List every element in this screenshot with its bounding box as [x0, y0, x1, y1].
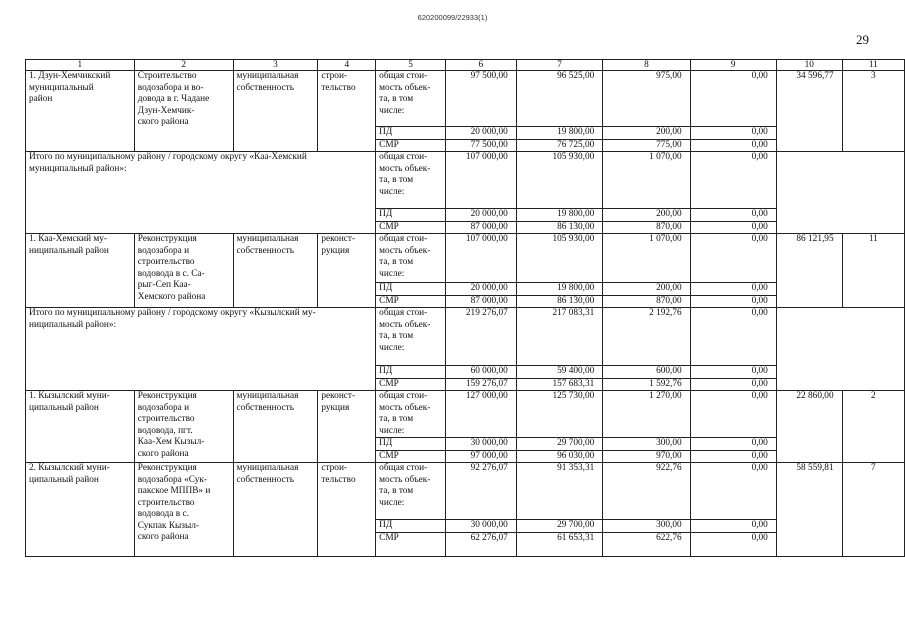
- value-cell: 29 700,00: [516, 520, 603, 533]
- value-cell: 2 192,76: [603, 308, 690, 366]
- value-cell: 96 525,00: [516, 71, 603, 127]
- pd-label-cell: ПД: [376, 127, 446, 140]
- smr-label-cell: СМР: [376, 532, 446, 556]
- header-cell: 8: [603, 60, 690, 71]
- value-cell: 20 000,00: [446, 127, 517, 140]
- value-cell: 0,00: [690, 234, 776, 283]
- value-cell: 19 800,00: [516, 283, 603, 296]
- value-cell: 19 800,00: [516, 209, 603, 222]
- header-cell: 1: [26, 60, 135, 71]
- value-cell: 0,00: [690, 283, 776, 296]
- pd-label-cell: ПД: [376, 283, 446, 296]
- value-cell: 86 121,95: [776, 234, 842, 308]
- value-cell: 975,00: [603, 71, 690, 127]
- value-cell: 30 000,00: [446, 438, 517, 451]
- value-cell: 97 000,00: [446, 450, 517, 463]
- cost-label-cell: общая стои- мость объек- та, в том числе:: [376, 391, 446, 438]
- value-cell: 61 653,31: [516, 532, 603, 556]
- value-cell: 1 070,00: [603, 234, 690, 283]
- value-cell: 105 930,00: [516, 234, 603, 283]
- object-cell: Реконструкция водозабора и строительство водовода, пгт. Каа-Хем Кызыл- ского района: [134, 391, 233, 463]
- pd-label-cell: ПД: [376, 366, 446, 379]
- smr-label-cell: СМР: [376, 450, 446, 463]
- value-cell: 92 276,07: [446, 463, 517, 520]
- value-cell: 0,00: [690, 378, 776, 391]
- value-cell: 0,00: [690, 463, 776, 520]
- value-cell: 0,00: [690, 520, 776, 533]
- value-cell: 0,00: [690, 71, 776, 127]
- subtotal-label-cell: Итого по муниципальному району / городскому округу «Каа-Хемский муниципальный район»:: [26, 152, 376, 234]
- value-cell: 157 683,31: [516, 378, 603, 391]
- header-cell: 7: [516, 60, 603, 71]
- value-cell: 20 000,00: [446, 209, 517, 222]
- subtotal-label-cell: Итого по муниципальному району / городскому округу «Кызылский му- ниципальный район»:: [26, 308, 376, 391]
- value-cell: 200,00: [603, 127, 690, 140]
- header-cell: 4: [318, 60, 376, 71]
- value-cell: 96 030,00: [516, 450, 603, 463]
- value-cell: 217 083,31: [516, 308, 603, 366]
- value-cell: 62 276,07: [446, 532, 517, 556]
- work-type-cell: строи- тельство: [318, 463, 376, 557]
- district-cell: 1. Каа-Хемский му- ниципальный район: [26, 234, 135, 308]
- value-cell: 300,00: [603, 520, 690, 533]
- object-cell: Строительство водозабора и во- довода в г. Чадане Дзун-Хемчик- ского района: [134, 71, 233, 152]
- value-cell: 870,00: [603, 295, 690, 308]
- table-row: [26, 391, 905, 438]
- cost-label-cell: общая стои- мость объек- та, в том числе:: [376, 234, 446, 283]
- value-cell: 59 400,00: [516, 366, 603, 379]
- value-cell: 105 930,00: [516, 152, 603, 209]
- value-cell: 19 800,00: [516, 127, 603, 140]
- value-cell: 0,00: [690, 127, 776, 140]
- district-cell: 2. Кызылский муни- ципальный район: [26, 463, 135, 557]
- empty-cell: [776, 308, 904, 391]
- district-cell: 1. Дзун-Хемчикский муниципальный район: [26, 71, 135, 152]
- value-cell: 125 730,00: [516, 391, 603, 438]
- value-cell: 622,76: [603, 532, 690, 556]
- header-cell: 2: [134, 60, 233, 71]
- value-cell: 87 000,00: [446, 221, 517, 234]
- value-cell: 22 860,00: [776, 391, 842, 463]
- value-cell: 0,00: [690, 295, 776, 308]
- value-cell: 11: [842, 234, 904, 308]
- value-cell: 30 000,00: [446, 520, 517, 533]
- header-cell: 3: [233, 60, 318, 71]
- page-number: 29: [856, 32, 869, 47]
- value-cell: 219 276,07: [446, 308, 517, 366]
- table-row: [26, 152, 905, 209]
- value-cell: 60 000,00: [446, 366, 517, 379]
- smr-label-cell: СМР: [376, 378, 446, 391]
- header-cell: 5: [376, 60, 446, 71]
- value-cell: 76 725,00: [516, 139, 603, 152]
- pd-label-cell: ПД: [376, 520, 446, 533]
- work-type-cell: реконст- рукция: [318, 234, 376, 308]
- value-cell: 870,00: [603, 221, 690, 234]
- pd-label-cell: ПД: [376, 209, 446, 222]
- document-id: 620200099/22933(1): [417, 13, 488, 22]
- work-type-cell: реконст- рукция: [318, 391, 376, 463]
- object-cell: Реконструкция водозабора «Сук- пакское МППВ» и строительство водовода в с. Сукпак Кызыл- ского района: [134, 463, 233, 557]
- ownership-cell: муниципальная собственность: [233, 391, 318, 463]
- value-cell: 0,00: [690, 450, 776, 463]
- value-cell: 0,00: [690, 308, 776, 366]
- empty-cell: [776, 152, 904, 234]
- value-cell: 200,00: [603, 283, 690, 296]
- value-cell: 0,00: [690, 532, 776, 556]
- value-cell: 77 500,00: [446, 139, 517, 152]
- value-cell: 3: [842, 71, 904, 152]
- smr-label-cell: СМР: [376, 221, 446, 234]
- value-cell: 86 130,00: [516, 295, 603, 308]
- value-cell: 0,00: [690, 391, 776, 438]
- pd-label-cell: ПД: [376, 438, 446, 451]
- object-cell: Реконструкция водозабора и строительство водовода в с. Са- рыг-Сеп Каа- Хемского района: [134, 234, 233, 308]
- cost-label-cell: общая стои- мость объек- та, в том числе:: [376, 463, 446, 520]
- cost-label-cell: общая стои- мость объек- та, в том числе:: [376, 152, 446, 209]
- value-cell: 600,00: [603, 366, 690, 379]
- value-cell: 922,76: [603, 463, 690, 520]
- value-cell: 0,00: [690, 366, 776, 379]
- value-cell: 775,00: [603, 139, 690, 152]
- table-row: [26, 71, 905, 127]
- cost-label-cell: общая стои- мость объек- та, в том числе:: [376, 71, 446, 127]
- value-cell: 0,00: [690, 209, 776, 222]
- smr-label-cell: СМР: [376, 139, 446, 152]
- value-cell: 7: [842, 463, 904, 557]
- smr-label-cell: СМР: [376, 295, 446, 308]
- value-cell: 0,00: [690, 221, 776, 234]
- value-cell: 87 000,00: [446, 295, 517, 308]
- header-cell: 11: [842, 60, 904, 71]
- value-cell: 97 500,00: [446, 71, 517, 127]
- value-cell: 86 130,00: [516, 221, 603, 234]
- value-cell: 1 270,00: [603, 391, 690, 438]
- value-cell: 0,00: [690, 152, 776, 209]
- value-cell: 107 000,00: [446, 152, 517, 209]
- value-cell: 34 596,77: [776, 71, 842, 152]
- work-type-cell: строи- тельство: [318, 71, 376, 152]
- value-cell: 159 276,07: [446, 378, 517, 391]
- value-cell: 0,00: [690, 438, 776, 451]
- ownership-cell: муниципальная собственность: [233, 234, 318, 308]
- data-table: [25, 59, 905, 557]
- ownership-cell: муниципальная собственность: [233, 463, 318, 557]
- header-cell: 10: [776, 60, 842, 71]
- table-row: [26, 234, 905, 283]
- value-cell: 58 559,81: [776, 463, 842, 557]
- value-cell: 107 000,00: [446, 234, 517, 283]
- table-row: [26, 463, 905, 520]
- table-row: [26, 308, 905, 366]
- value-cell: 200,00: [603, 209, 690, 222]
- value-cell: 20 000,00: [446, 283, 517, 296]
- value-cell: 970,00: [603, 450, 690, 463]
- value-cell: 1 070,00: [603, 152, 690, 209]
- cost-label-cell: общая стои- мость объек- та, в том числе:: [376, 308, 446, 366]
- header-cell: 6: [446, 60, 517, 71]
- district-cell: 1. Кызылский муни- ципальный район: [26, 391, 135, 463]
- header-row: [26, 60, 905, 71]
- header-cell: 9: [690, 60, 776, 71]
- value-cell: 300,00: [603, 438, 690, 451]
- value-cell: 0,00: [690, 139, 776, 152]
- value-cell: 1 592,76: [603, 378, 690, 391]
- value-cell: 2: [842, 391, 904, 463]
- value-cell: 29 700,00: [516, 438, 603, 451]
- value-cell: 91 353,31: [516, 463, 603, 520]
- ownership-cell: муниципальная собственность: [233, 71, 318, 152]
- value-cell: 127 000,00: [446, 391, 517, 438]
